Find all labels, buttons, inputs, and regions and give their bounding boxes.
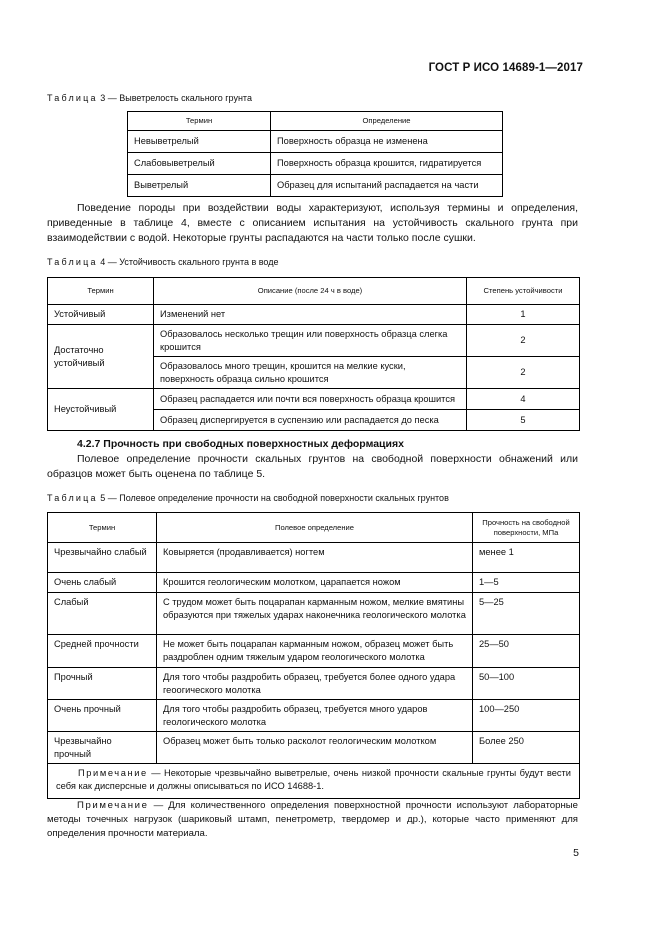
table-cell: Чрезвычайно прочный xyxy=(48,732,157,764)
table-cell: Образовалось несколько трещин или поверхность образца слегка крошится xyxy=(154,325,467,357)
caption-text: — Выветрелость скального грунта xyxy=(107,93,252,103)
caption-number: 4 xyxy=(100,257,106,267)
table-cell: Изменений нет xyxy=(154,305,467,325)
table-cell: менее 1 xyxy=(473,543,580,573)
note-text: — Некоторые чрезвычайно выветрелые, очень низкой прочности скальные грунты будут вести себя как дисперсные и должны описываться по ИСО 14688-1. xyxy=(56,768,571,791)
table-cell: Поверхность образца крошится, гидратируется xyxy=(271,153,503,175)
table-cell: Для того чтобы раздробить образец, требуется много ударов геологического молотка xyxy=(157,700,473,732)
table-cell-degree: 2 xyxy=(467,357,580,389)
paragraph-water-behaviour xyxy=(47,201,578,246)
table-cell: Образовалось много трещин, крошится на мелкие куски, поверхность образца сильно крошится xyxy=(154,357,467,389)
table4-header-description: Описание (после 24 ч в воде) xyxy=(154,278,467,305)
final-note xyxy=(47,799,578,841)
table5 xyxy=(47,512,580,799)
table-cell: Слабовыветрелый xyxy=(128,153,271,175)
caption-label: Таблица xyxy=(47,257,98,267)
table-cell: Очень слабый xyxy=(48,573,157,593)
table-cell: Образец для испытаний распадается на части xyxy=(271,175,503,197)
table-cell-degree: 1 xyxy=(467,305,580,325)
caption-label: Таблица xyxy=(47,93,98,103)
table-cell: Образец может быть только расколот геологическим молотком xyxy=(157,732,473,764)
note-label: Примечание xyxy=(78,768,148,778)
table-cell: Средней прочности xyxy=(48,635,157,668)
table-cell: Слабый xyxy=(48,593,157,635)
table-cell: С трудом может быть поцарапан карманным ножом, мелкие вмятины образуются при тяжелых ударах наконечника геологического молотка xyxy=(157,593,473,635)
document-header: ГОСТ Р ИСО 14689-1—2017 xyxy=(428,62,583,74)
note-text: — Для количественного определения поверхностной прочности используют лабораторные методы точечных нагрузок (шариковый штамп, пенетрометр, твердомер и др.), которые часто применяют для определения прочности материала. xyxy=(47,800,578,839)
table-row xyxy=(48,543,580,573)
table-cell: Более 250 xyxy=(473,732,580,764)
table-cell: 100—250 xyxy=(473,700,580,732)
caption-number: 3 xyxy=(100,93,106,103)
table-cell: Выветрелый xyxy=(128,175,271,197)
table-cell: 1—5 xyxy=(473,573,580,593)
table-cell-term: Устойчивый xyxy=(48,305,154,325)
table-note xyxy=(48,764,580,799)
table4 xyxy=(47,277,580,431)
table-cell-degree: 5 xyxy=(467,410,580,431)
table-cell: Поверхность образца не изменена xyxy=(271,131,503,153)
table5-header-strength: Прочность на свободной поверхности, МПа xyxy=(473,513,580,543)
paragraph-text: Поведение породы при воздействии воды характеризуют, используя термины и определения, приведенные в таблице 4, вместе с описанием испытания на устойчивость скального грунта при взаимодействии с водой. Некоторые грунты распадаются на части только после сушки. xyxy=(47,202,578,244)
table4-caption xyxy=(47,257,279,267)
table-row xyxy=(48,732,580,764)
table-cell: Невыветрелый xyxy=(128,131,271,153)
table-cell: Не может быть поцарапан карманным ножом, образец может быть раздроблен одним тяжелым ударом геологического молотка xyxy=(157,635,473,668)
table3-caption xyxy=(47,93,252,103)
table-cell: Чрезвычайно слабый xyxy=(48,543,157,573)
table-cell-term: Неустойчивый xyxy=(48,389,154,431)
table3-header-term: Термин xyxy=(128,112,271,131)
table4-header-degree: Степень устойчивости xyxy=(467,278,580,305)
table-cell: 5—25 xyxy=(473,593,580,635)
caption-text: — Устойчивость скального грунта в воде xyxy=(107,257,279,267)
table-cell: Образец диспергируется в суспензию или распадается до песка xyxy=(154,410,467,431)
table-cell-degree: 2 xyxy=(467,325,580,357)
table-cell: 25—50 xyxy=(473,635,580,668)
table5-header-term: Термин xyxy=(48,513,157,543)
table-cell-degree: 4 xyxy=(467,389,580,410)
table-cell: 50—100 xyxy=(473,668,580,700)
paragraph-text: Полевое определение прочности скальных грунтов на свободной поверхности обнажений или образцов может быть оценена по таблице 5. xyxy=(47,453,578,480)
note-label: Примечание xyxy=(77,800,149,811)
table-row xyxy=(48,305,580,325)
table-row xyxy=(48,635,580,668)
caption-label: Таблица xyxy=(47,493,98,503)
table-row xyxy=(48,389,580,410)
table3 xyxy=(127,111,503,197)
caption-text: — Полевое определение прочности на свободной поверхности скальных грунтов xyxy=(107,493,449,503)
table-cell: Очень прочный xyxy=(48,700,157,732)
page-number: 5 xyxy=(573,847,579,859)
table-cell: Прочный xyxy=(48,668,157,700)
section-title: 4.2.7 Прочность при свободных поверхностных деформациях xyxy=(77,438,404,450)
table-row xyxy=(128,153,503,175)
table-row xyxy=(48,700,580,732)
table-cell: Образец распадается или почти вся поверхность образца крошится xyxy=(154,389,467,410)
table-row xyxy=(48,325,580,357)
table4-header-term: Термин xyxy=(48,278,154,305)
table-row xyxy=(48,573,580,593)
section-paragraph xyxy=(47,452,578,482)
table-cell: Ковыряется (продавливается) ногтем xyxy=(157,543,473,573)
table-cell: Крошится геологическим молотком, царапается ножом xyxy=(157,573,473,593)
table-row xyxy=(128,175,503,197)
table-note-row xyxy=(48,764,580,799)
table-cell-term: Достаточно устойчивый xyxy=(48,325,154,389)
table3-header-definition: Определение xyxy=(271,112,503,131)
table5-caption xyxy=(47,493,449,503)
table-cell: Для того чтобы раздробить образец, требуется более одного удара геоогического молотка xyxy=(157,668,473,700)
table-row xyxy=(128,131,503,153)
table-row xyxy=(48,668,580,700)
table-row xyxy=(48,593,580,635)
table5-header-field-determination: Полевое определение xyxy=(157,513,473,543)
caption-number: 5 xyxy=(100,493,106,503)
